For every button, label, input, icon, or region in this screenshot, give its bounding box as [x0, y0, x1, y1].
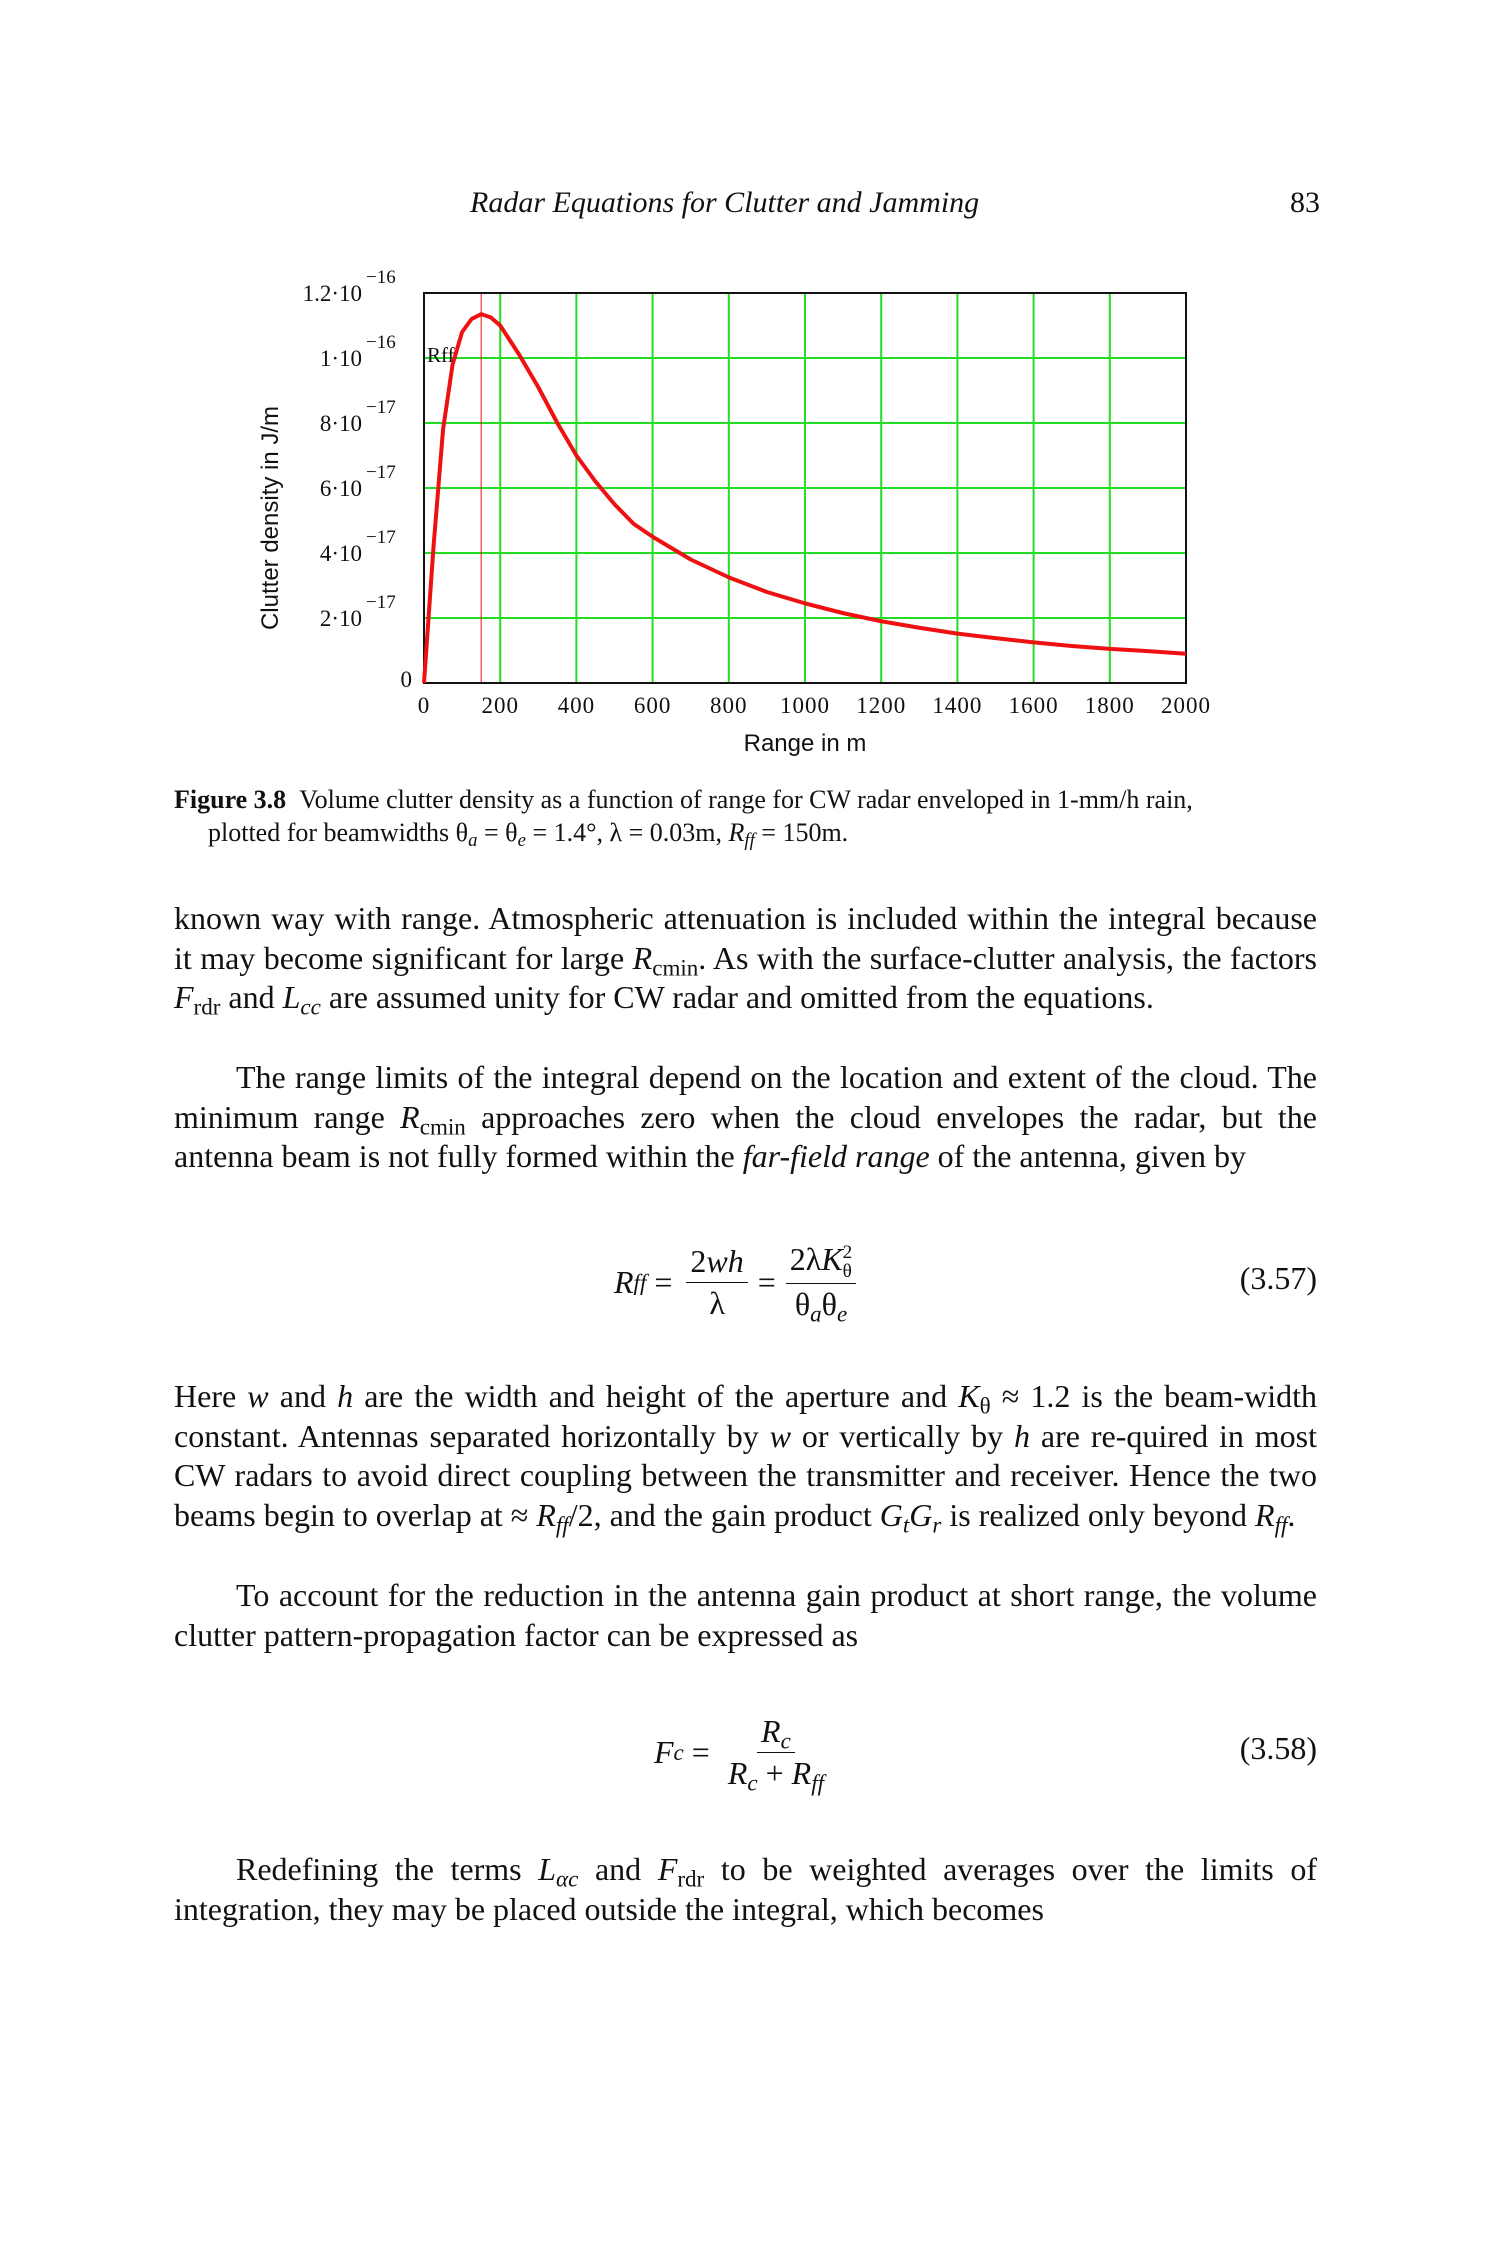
- subscript-text: αc: [556, 1865, 579, 1892]
- text-run: and: [268, 1378, 338, 1414]
- fraction: [786, 1240, 856, 1327]
- text-run: = θ: [477, 818, 518, 847]
- subscript-text: r: [932, 1511, 942, 1538]
- text-run: are the width and height of the aperture and: [353, 1378, 959, 1414]
- x-tick-label: 1400: [932, 693, 983, 718]
- text-run: Here: [174, 1378, 248, 1414]
- clutter-density-chart: [250, 262, 1250, 762]
- body-paragraph: [174, 1850, 1317, 1929]
- eq-symbol: K: [821, 1240, 843, 1277]
- y-tick-label: 0: [400, 667, 412, 692]
- x-tick-label: 1800: [1084, 693, 1135, 718]
- subscript-text: cc: [300, 993, 321, 1020]
- eq-symbol: R: [727, 1754, 748, 1791]
- equation-number: (3.57): [1239, 1260, 1317, 1296]
- eq-symbol: a: [810, 1300, 822, 1327]
- text-run: L: [538, 1851, 557, 1887]
- equation-number: (3.58): [1239, 1730, 1317, 1766]
- text-run: F: [174, 979, 194, 1016]
- text-run: approaches zero when the cloud envelopes the radar, but the antenna beam is not fully formed within the: [174, 1098, 1318, 1175]
- y-tick-exponent: −17: [366, 397, 396, 418]
- text-run: R: [1255, 1497, 1275, 1534]
- text-run: L: [282, 979, 301, 1016]
- text-run: Volume clutter density as a function of range for CW radar enveloped in 1-mm/h rain,: [299, 785, 1193, 814]
- equation-3-58: F c = $\frac{R_c}{R_c + R_{ff}}$ (3.58): [654, 1712, 1317, 1795]
- text-run: is realized only beyond: [941, 1497, 1256, 1534]
- body-paragraph: [174, 899, 1317, 1018]
- rff-marker-label: Rff: [427, 343, 455, 367]
- eq-symbol: c: [780, 1726, 791, 1753]
- text-run: = 150m.: [754, 818, 849, 847]
- eq-symbol: 2: [842, 1242, 853, 1264]
- text-run: to be weighted averages over the limits of integration, they may be placed outside the integral, which becomes: [174, 1851, 1318, 1927]
- x-tick-label: 600: [633, 693, 672, 718]
- text-run: . As with the surface-clutter analysis, the factors: [698, 939, 1318, 976]
- y-tick-exponent: −17: [366, 592, 396, 613]
- text-run: .: [1287, 1497, 1296, 1534]
- x-tick-label: 1600: [1008, 693, 1059, 718]
- eq-symbol: λ: [709, 1284, 725, 1321]
- text-run: K: [958, 1378, 980, 1414]
- eq-operator: =: [757, 1263, 776, 1300]
- x-tick-label: 800: [710, 693, 748, 718]
- text-run: /2, and the gain product: [568, 1497, 880, 1534]
- subscript-text: θ: [979, 1392, 991, 1419]
- eq-symbol: F: [654, 1733, 674, 1770]
- text-run: G: [879, 1497, 903, 1534]
- subscript-text: ff: [555, 1511, 569, 1538]
- y-tick-label: 1.2·10: [302, 281, 362, 306]
- caption-text: [174, 785, 1193, 852]
- body-paragraph: [174, 1058, 1317, 1177]
- subscript-text: cmin: [652, 954, 699, 981]
- x-axis-label: Range in m: [743, 730, 867, 757]
- eq-symbol: θ: [794, 1286, 811, 1323]
- text-run: The range limits of the integral depend on the location and extent of the cloud. The minimum range: [174, 1059, 1317, 1135]
- y-tick-label: 1·10: [319, 346, 362, 371]
- page-number: 83: [1290, 186, 1320, 219]
- eq-symbol: R: [761, 1712, 781, 1749]
- subscript-text: ff: [1274, 1511, 1288, 1538]
- y-tick-exponent: −16: [366, 267, 396, 288]
- eq-symbol: wh: [706, 1242, 744, 1279]
- text-run: R: [400, 1098, 420, 1135]
- text-run: plotted for beamwidths θ: [208, 818, 469, 847]
- eq-symbol: ff: [811, 1768, 825, 1795]
- body-paragraph: [174, 1576, 1317, 1655]
- subscript-text: a: [468, 830, 478, 852]
- y-tick-label: 4·10: [319, 541, 362, 566]
- eq-symbol: 2: [690, 1242, 707, 1279]
- text-run: R: [728, 818, 745, 847]
- figure-label: Figure 3.8: [174, 785, 287, 814]
- text-run: known way with range. Atmospheric attenuation is included within the integral because it may become significant for large: [174, 900, 1317, 976]
- x-tick-label: 2000: [1161, 693, 1211, 718]
- text-run: are re-quired in most CW radars to avoid direct coupling between the transmitter and receiver. Hence the two beams begin to overlap at ≈: [174, 1417, 1318, 1534]
- text-run: of the antenna, given by: [929, 1138, 1246, 1175]
- y-axis-label: Clutter density in J/m: [257, 405, 284, 631]
- y-tick-exponent: −17: [366, 527, 396, 548]
- y-tick-label: 2·10: [319, 606, 362, 631]
- subscript-text: rdr: [193, 993, 221, 1020]
- eq-symbol: e: [836, 1300, 848, 1327]
- text-run: To account for the reduction in the antenna gain product at short range, the volume clutter pattern-propagation factor can be expressed as: [174, 1577, 1317, 1653]
- y-tick-label: 6·10: [319, 476, 362, 501]
- fraction: [724, 1712, 828, 1795]
- subscript-text: e: [517, 830, 526, 852]
- x-tick-label: 400: [557, 693, 596, 718]
- fraction: [686, 1243, 747, 1322]
- subscript-text: t: [902, 1511, 910, 1538]
- x-tick-label: 1200: [856, 693, 907, 718]
- text-run: ≈ 1.2 is the beam-width constant. Antennas separated horizontally by: [174, 1378, 1318, 1454]
- x-tick-label: 200: [481, 693, 519, 718]
- subscript-text: rdr: [677, 1865, 705, 1892]
- eq-operator: =: [691, 1733, 710, 1770]
- body-paragraph: [174, 1377, 1317, 1536]
- eq-symbol: θ: [842, 1261, 852, 1283]
- text-run: F: [657, 1851, 678, 1887]
- eq-symbol: 2λ: [789, 1240, 822, 1277]
- text-run: far-field range: [742, 1138, 930, 1175]
- text-run: and: [220, 979, 283, 1016]
- eq-operator: =: [654, 1263, 673, 1300]
- eq-symbol: R: [614, 1263, 634, 1300]
- y-tick-exponent: −16: [366, 332, 396, 353]
- eq-symbol: R: [791, 1754, 812, 1791]
- text-run: are assumed unity for CW radar and omitted from the equations.: [320, 979, 1154, 1016]
- subscript-text: cmin: [419, 1113, 466, 1140]
- text-run: or vertically by: [790, 1417, 1015, 1454]
- eq-symbol: c: [747, 1768, 758, 1795]
- text-run: w: [769, 1417, 791, 1454]
- running-title: Radar Equations for Clutter and Jamming: [470, 186, 980, 219]
- y-tick-label: 8·10: [319, 411, 362, 436]
- y-tick-exponent: −17: [366, 462, 396, 483]
- text-run: G: [909, 1497, 933, 1534]
- text-run: w: [247, 1378, 269, 1414]
- x-tick-label: 0: [417, 693, 431, 718]
- text-run: h: [337, 1378, 354, 1414]
- text-run: = 1.4°, λ = 0.03m,: [525, 818, 729, 847]
- text-run: R: [536, 1497, 556, 1534]
- text-run: R: [632, 939, 653, 976]
- text-run: Redefining the terms: [236, 1851, 539, 1887]
- eq-symbol: θ: [821, 1286, 837, 1323]
- x-tick-label: 1000: [780, 693, 830, 718]
- figure-caption: [174, 783, 1317, 852]
- text-run: and: [578, 1851, 658, 1887]
- subscript-text: ff: [744, 830, 755, 852]
- eq-operator: +: [765, 1754, 784, 1791]
- text-run: h: [1014, 1417, 1031, 1454]
- equation-3-57: R ff = $\frac{2wh}{\lambda}$ = 2λK 2 θ $\theta_a\theta_e$ (3.57): [614, 1240, 1317, 1327]
